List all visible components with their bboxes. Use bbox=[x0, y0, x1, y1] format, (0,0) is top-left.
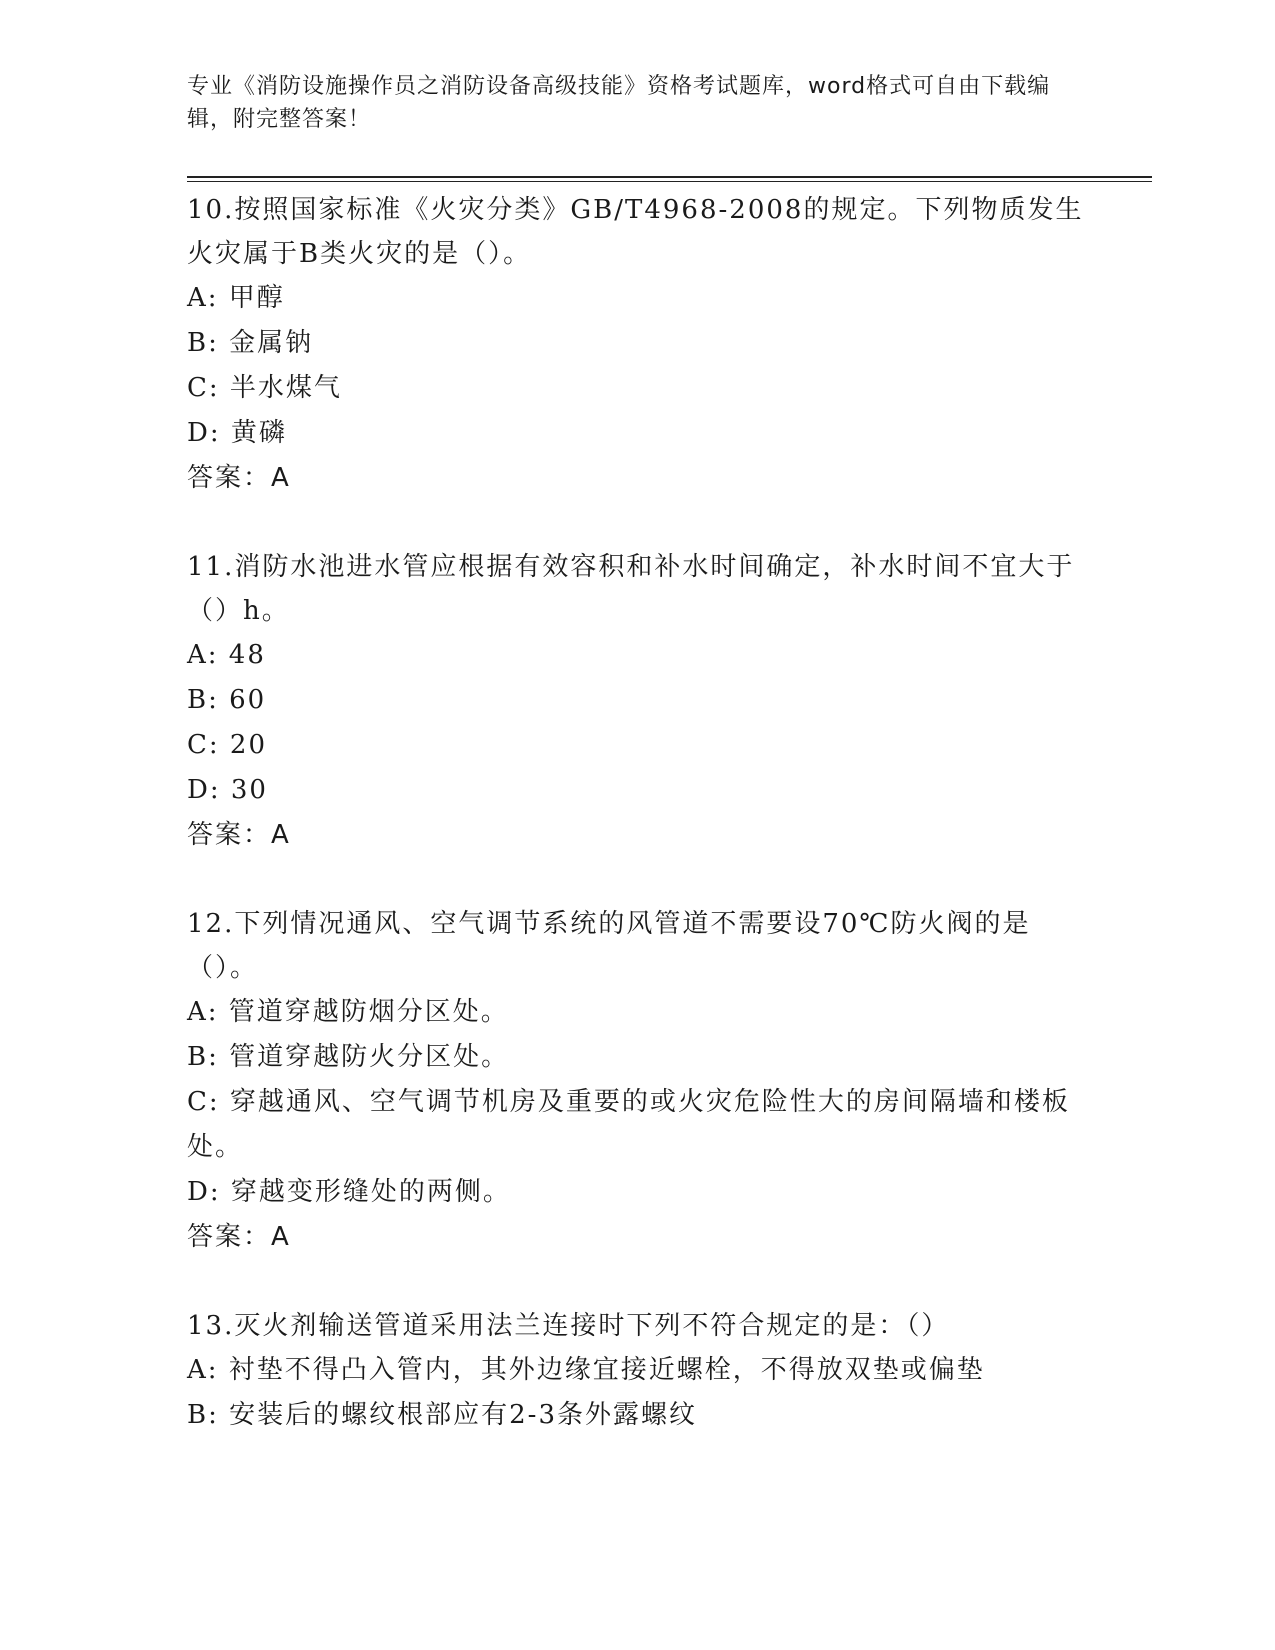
option-c: C: 20 bbox=[187, 730, 268, 760]
answer: 答案：A bbox=[187, 463, 291, 493]
question-11 bbox=[187, 545, 1087, 858]
header-rule bbox=[187, 176, 1152, 178]
question-13 bbox=[187, 1304, 1087, 1438]
page-header: 专业《消防设施操作员之消防设备高级技能》资格考试题库，word格式可自由下载编辑，附完整答案！ bbox=[187, 74, 1051, 132]
question-12 bbox=[187, 902, 1087, 1260]
answer: 答案：A bbox=[187, 1222, 291, 1252]
question-text: 12.下列情况通风、空气调节系统的风管道不需要设70℃防火阀的是（）。 bbox=[187, 909, 1031, 983]
question-list bbox=[187, 188, 1087, 1482]
option-a: A: 48 bbox=[187, 640, 266, 670]
header-rule-thin bbox=[187, 181, 1152, 182]
option-b: B: 60 bbox=[187, 685, 267, 715]
question-text: 13.灭火剂输送管道采用法兰连接时下列不符合规定的是：（） bbox=[187, 1311, 950, 1341]
option-d: D: 黄磷 bbox=[187, 418, 287, 448]
option-b: B: 管道穿越防火分区处。 bbox=[187, 1042, 510, 1072]
option-c: C: 穿越通风、空气调节机房及重要的或火灾危险性大的房间隔墙和楼板处。 bbox=[187, 1087, 1070, 1162]
answer: 答案：A bbox=[187, 820, 291, 850]
option-d: D: 30 bbox=[187, 775, 268, 805]
option-b: B: 安装后的螺纹根部应有2-3条外露螺纹 bbox=[187, 1400, 698, 1430]
option-a: A: 甲醇 bbox=[187, 283, 285, 313]
option-a: A: 管道穿越防烟分区处。 bbox=[187, 997, 509, 1027]
question-10 bbox=[187, 188, 1087, 501]
option-d: D: 穿越变形缝处的两侧。 bbox=[187, 1177, 511, 1207]
option-c: C: 半水煤气 bbox=[187, 373, 342, 403]
question-text: 11.消防水池进水管应根据有效容积和补水时间确定，补水时间不宜大于（）h。 bbox=[187, 552, 1075, 626]
option-a: A: 衬垫不得凸入管内，其外边缘宜接近螺栓，不得放双垫或偏垫 bbox=[187, 1355, 985, 1385]
question-text: 10.按照国家标准《火灾分类》GB/T4968-2008的规定。下列物质发生火灾属于B类火灾的是（）。 bbox=[187, 195, 1084, 269]
option-b: B: 金属钠 bbox=[187, 328, 314, 358]
